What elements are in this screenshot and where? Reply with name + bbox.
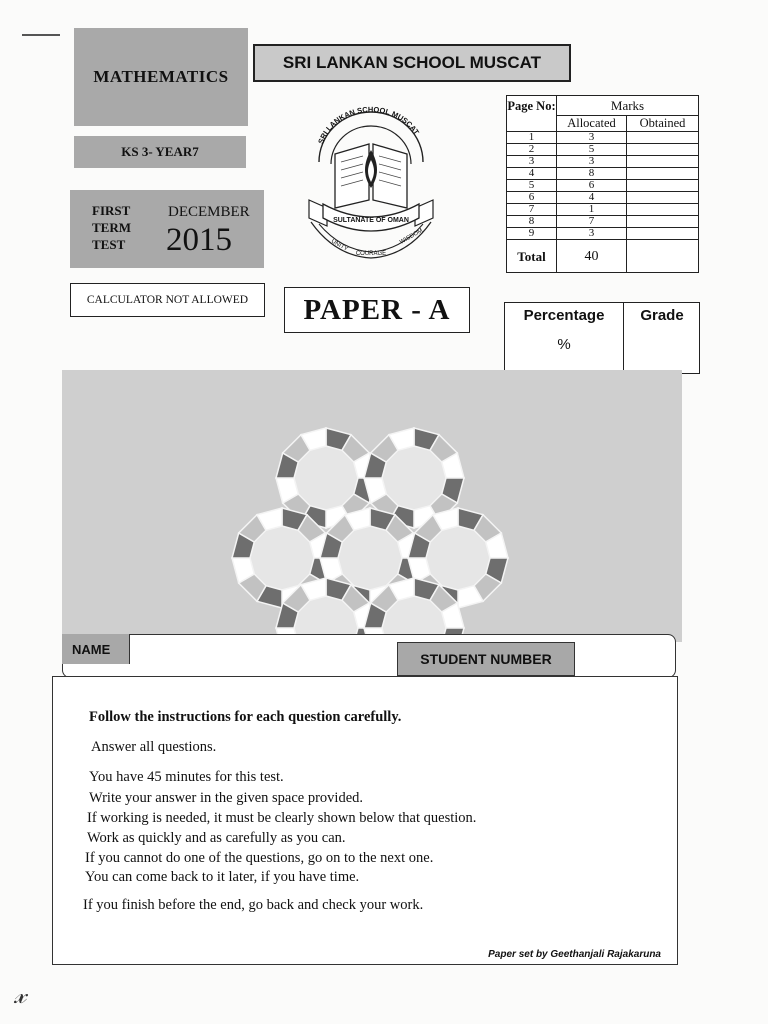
- instruction-line: If working is needed, it must be clearly shown below that question.: [87, 810, 477, 826]
- calculator-note: CALCULATOR NOT ALLOWED: [70, 283, 265, 317]
- marks-table: [506, 95, 699, 273]
- subject-title: MATHEMATICS: [74, 28, 248, 126]
- term-month: DECEMBER: [168, 204, 250, 220]
- crest-motto-unity: UNITY: [330, 238, 349, 253]
- page-cell: 3: [507, 156, 557, 168]
- marks-row: [507, 192, 699, 204]
- instruction-line: You can come back to it later, if you have time.: [85, 869, 360, 885]
- allocated-cell: 8: [557, 168, 627, 180]
- instruction-line: Follow the instructions for each question carefully.: [89, 709, 402, 725]
- school-crest-icon: [305, 104, 437, 262]
- percentage-cell: [505, 303, 624, 373]
- instructions-box: [52, 676, 678, 965]
- allocated-cell: 4: [557, 192, 627, 204]
- instruction-line: Write your answer in the given space provided.: [89, 790, 364, 806]
- total-row: [507, 240, 699, 273]
- cover-image: [62, 370, 682, 642]
- tessellation-graphic: [62, 370, 682, 642]
- instruction-line: If you cannot do one of the questions, go on to the next one.: [85, 850, 434, 866]
- page-cell: 5: [507, 180, 557, 192]
- paper-label: PAPER - A: [284, 287, 470, 333]
- page-cell: 8: [507, 216, 557, 228]
- obtained-cell[interactable]: [627, 192, 699, 204]
- obtained-header: Obtained: [627, 116, 699, 132]
- crest-motto-courage: COURAGE: [355, 251, 387, 257]
- page-cell: 2: [507, 144, 557, 156]
- instruction-line: If you finish before the end, go back and check your work.: [83, 897, 424, 913]
- allocated-cell: 3: [557, 228, 627, 240]
- marks-row: [507, 204, 699, 216]
- marks-row: [507, 168, 699, 180]
- term-box: [70, 190, 264, 268]
- grade-label: Grade: [640, 307, 684, 324]
- student-number-label: STUDENT NUMBER: [397, 642, 575, 676]
- page-cell: 4: [507, 168, 557, 180]
- page-cell: 6: [507, 192, 557, 204]
- obtained-cell[interactable]: [627, 156, 699, 168]
- marks-header: Marks: [557, 96, 699, 116]
- page-cell: 1: [507, 132, 557, 144]
- instruction-line: You have 45 minutes for this test.: [89, 769, 284, 785]
- obtained-cell[interactable]: [627, 180, 699, 192]
- obtained-cell[interactable]: [627, 168, 699, 180]
- allocated-cell: 5: [557, 144, 627, 156]
- term-line: TERM: [92, 220, 131, 235]
- page-cell: 9: [507, 228, 557, 240]
- paper-credit: Paper set by Geethanjali Rajakaruna: [488, 949, 661, 960]
- result-box: [504, 302, 700, 374]
- handwritten-mark: 𝓍: [14, 980, 27, 1009]
- marks-row: [507, 144, 699, 156]
- term-line: TEST: [92, 237, 126, 252]
- marks-row: [507, 228, 699, 240]
- percentage-label: Percentage: [523, 307, 605, 324]
- allocated-cell: 1: [557, 204, 627, 216]
- stage-label: KS 3- YEAR7: [74, 136, 246, 168]
- allocated-cell: 6: [557, 180, 627, 192]
- allocated-cell: 3: [557, 156, 627, 168]
- page-no-header: Page No:: [507, 96, 557, 132]
- marks-row: [507, 156, 699, 168]
- pen-mark: [22, 34, 60, 36]
- total-obtained[interactable]: [627, 240, 699, 273]
- marks-row: [507, 132, 699, 144]
- total-label: Total: [507, 240, 557, 273]
- obtained-cell[interactable]: [627, 204, 699, 216]
- allocated-cell: 7: [557, 216, 627, 228]
- crest-banner-text: SULTANATE OF OMAN: [333, 217, 409, 224]
- obtained-cell[interactable]: [627, 132, 699, 144]
- allocated-header: Allocated: [557, 116, 627, 132]
- obtained-cell[interactable]: [627, 216, 699, 228]
- instruction-line: Work as quickly and as carefully as you can.: [87, 830, 346, 846]
- page-cell: 7: [507, 204, 557, 216]
- crest-motto-wisdom: WISDOM: [399, 227, 424, 246]
- term-lines: [92, 202, 131, 253]
- name-field[interactable]: [132, 636, 394, 674]
- svg-text:SRI LANKAN SCHOOL MUSCAT: [316, 105, 421, 145]
- student-number-field[interactable]: [577, 636, 672, 674]
- total-allocated: 40: [557, 240, 627, 273]
- crest-top-text: SRI LANKAN SCHOOL MUSCAT: [316, 104, 422, 146]
- marks-row: [507, 180, 699, 192]
- allocated-cell: 3: [557, 132, 627, 144]
- percent-symbol: %: [557, 336, 571, 353]
- name-label: NAME: [62, 634, 130, 664]
- obtained-cell[interactable]: [627, 144, 699, 156]
- instruction-line: Answer all questions.: [91, 739, 217, 755]
- school-name: SRI LANKAN SCHOOL MUSCAT: [253, 44, 571, 82]
- term-year: 2015: [166, 222, 232, 258]
- term-line: FIRST: [92, 203, 131, 218]
- obtained-cell[interactable]: [627, 228, 699, 240]
- marks-row: [507, 216, 699, 228]
